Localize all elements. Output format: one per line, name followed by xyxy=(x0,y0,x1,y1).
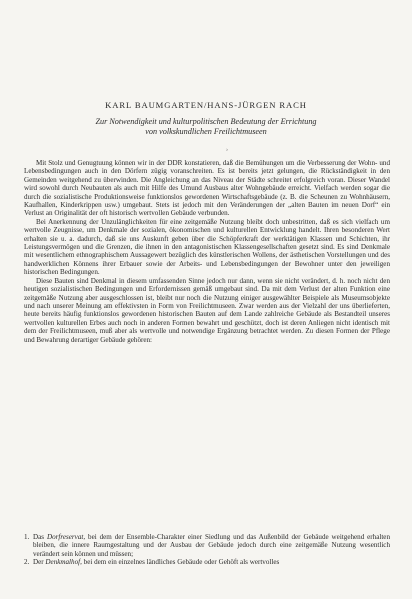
authors: KARL BAUMGARTEN/HANS-JÜRGEN RACH xyxy=(105,100,307,110)
list-term: Dorfreservat, xyxy=(46,533,86,541)
paragraph-2: Bei Anerkennung der Unzulänglichkeiten für eine zeitgemäße Nutzung bleibt doch unbestritten, daß es sich vielfach um wertvolle Zeugnisse, um Denkmale der sozialen, ökonomischen und kulturellen Entwicklung handelt. Ihren besonderen Wert erhalten sie u. a. dadurch, daß sie uns Auskunft geben über die Schöpferkraft der werktätigen Klassen und Schichten, ihr Leistungsvermögen und die Grenzen, die ihnen in den antagonistischen Klassengesellschaften gesetzt sind. Es sind Denkmale mit wesentlichem ethnographischem Aussagewert bezüglich des künstlerischen Wollens, der ästhetischen Vorstellungen und des handwerklichen Könnens ihrer Erbauer sowie der Arbeits- und Lebensbedingungen der Bewohner unter den jeweiligen historischen Bedingungen. xyxy=(24,217,390,277)
article-body xyxy=(24,159,390,344)
list-text: bei dem der Ensemble-Charakter einer Siedlung und das Außenbild der Gebäude weitgehend erhalten bleiben, die innere Raumgestaltung und der Ausbau der Gebäude jedoch durch eine zeitgemäße Nutzung wesentlich verändert sein können und müssen; xyxy=(33,533,391,558)
list-number: 1. xyxy=(24,533,30,541)
forms-list xyxy=(24,533,390,567)
list-item xyxy=(24,533,390,558)
list-item xyxy=(24,558,390,566)
paragraph-1: Mit Stolz und Genugtuung können wir in der DDR konstatieren, daß die Bemühungen um die Verbesserung der Wohn- und Lebensbedingungen auch in den Dörfern zügig voranschreiten. Es ist bereits jetzt gelungen, die Rückständigkeit in den Gemeinden weitgehend zu überwinden. Die Angleichung an das Niveau der Städte schreitet erfolgreich voran. Dieser Wandel wird sowohl durch Neubauten als auch mit Hilfe des Umund Ausbaus alter Wohngebäude erreicht. Vielfach werden sogar die durch die sozialistische Produktionsweise funktionslos gewordenen Wirtschaftsgebäude (z. B. die Scheunen zu Wohnhäusern, Kaufhallen, Kinderkrippen usw.) umgebaut. Stets ist jedoch mit den Veränderungen der „alten Bauten im neuen Dorf“ ein Verlust an Originalität der oft historisch wertvollen Gebäude verbunden. xyxy=(24,159,390,218)
stray-mark: › xyxy=(226,147,228,153)
article-title xyxy=(40,117,372,137)
list-number: 2. xyxy=(24,558,30,567)
paragraph-3: Diese Bauten sind Denkmal in diesem umfassenden Sinne jedoch nur dann, wenn sie nicht verändert, d. h. noch nicht den heutigen sozialistischen Bedingungen und Erfordernissen gemäß umgebaut sind. Da mit dem Verlust der alten Funktion eine zeitgemäße Nutzung aber ausgeschlossen ist, bleibt nur noch die Nutzung einiger ausgewählter Beispiele als Museumsobjekte und nach unserer Meinung am effektivsten in Form von Freilichtmuseen. Zwar werden aus der Vielzahl der uns überlieferten, heute bereits häufig funktionslos gewordenen historischen Bauten auf dem Lande zahlreiche Gebäude als Bestandteil unseres wertvollen kulturellen Erbes auch noch in anderen Formen bewahrt und geschützt, doch ist deren Anliegen nicht identisch mit dem der Freilichtmuseen, muß aber als wertvolle und notwendige Ergänzung betrachtet werden. Zu diesen Formen der Pflege und Bewahrung derartiger Gebäude gehören: xyxy=(24,276,390,344)
title-line-2: von volkskundlichen Freilichtmuseen xyxy=(145,127,267,136)
list-pre: Das xyxy=(33,533,47,541)
list-pre: Der xyxy=(33,558,46,567)
list-text: bei dem ein einzelnes ländliches Gebäude oder Gehöft als wertvolles xyxy=(81,558,280,567)
title-line-1: Zur Notwendigkeit und kulturpolitischen Bedeutung der Errichtung xyxy=(95,117,317,126)
list-term: Denkmalhof, xyxy=(45,558,82,567)
